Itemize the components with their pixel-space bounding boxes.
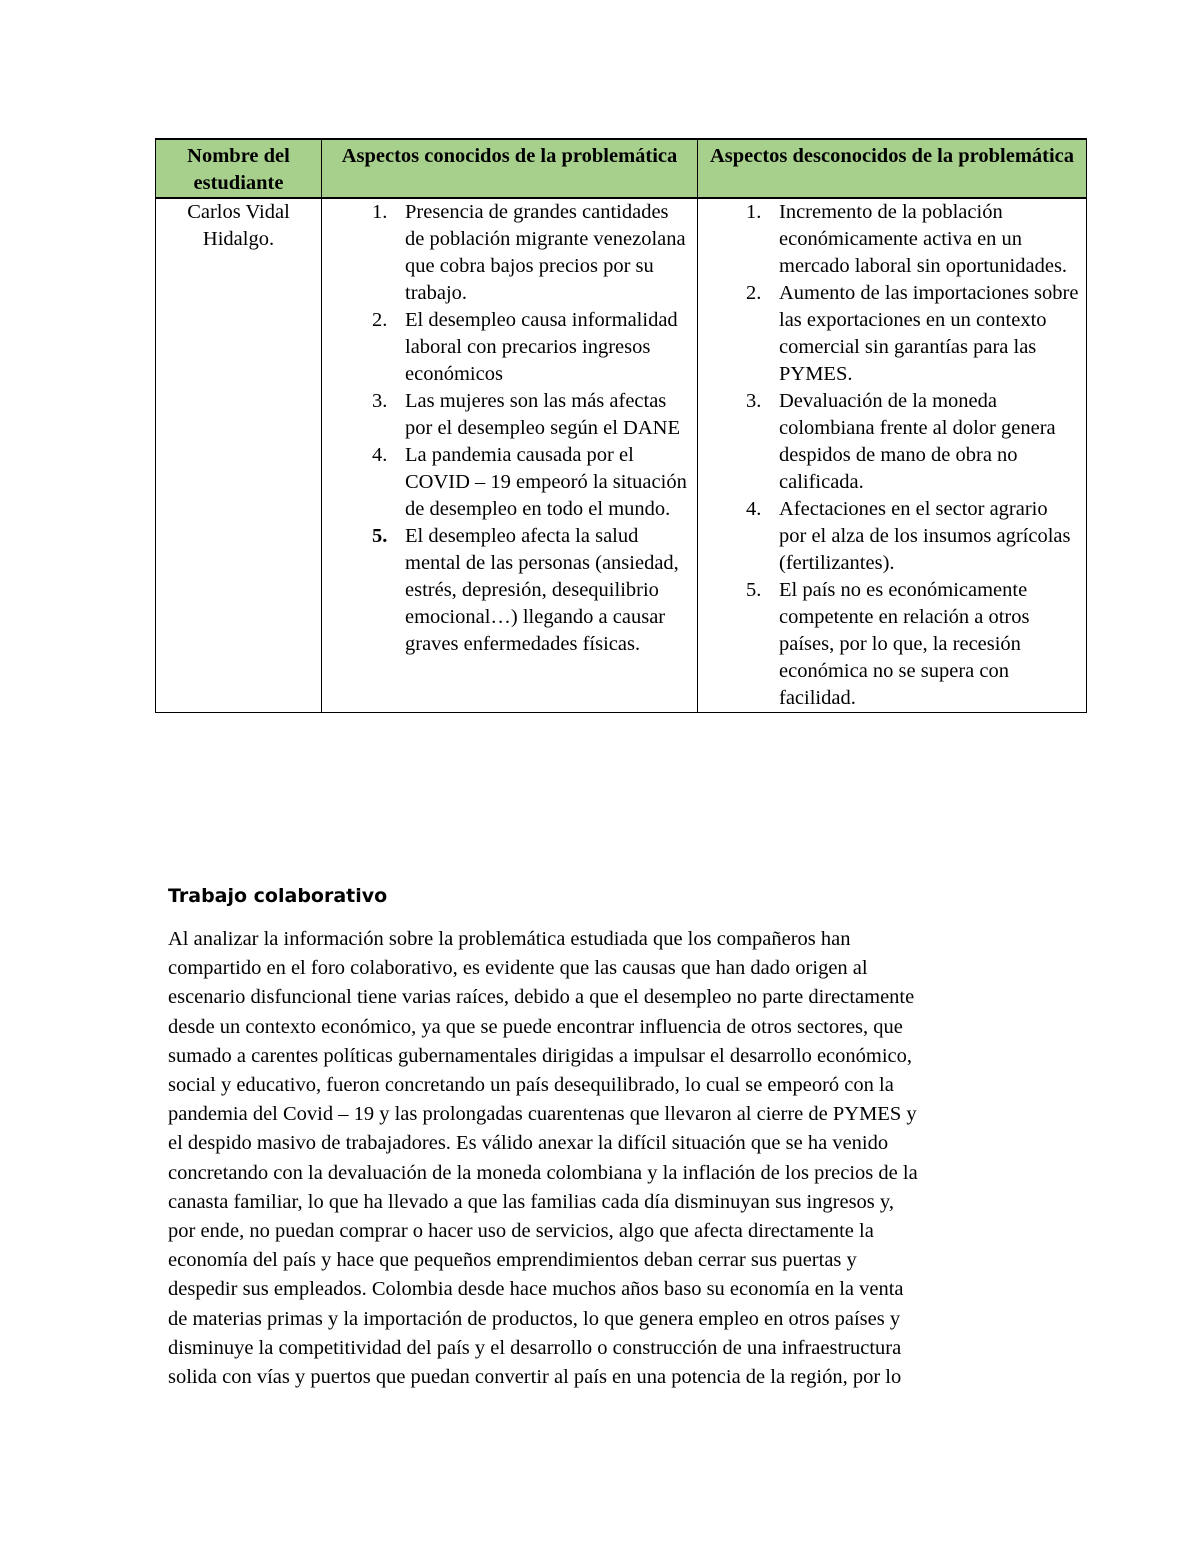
unknown-aspects-cell bbox=[698, 198, 1087, 713]
list-number: 4. bbox=[372, 444, 388, 466]
list-item bbox=[328, 523, 691, 658]
paragraph-line: por ende, no puedan comprar o hacer uso de servicios, algo que afecta directamente la bbox=[168, 1220, 874, 1243]
list-item bbox=[328, 199, 691, 307]
list-item bbox=[704, 199, 1080, 280]
list-item-text: El desempleo afecta la salud mental de las personas (ansiedad, estrés, depresión, desequilibrio emocional…) llegando a causar graves enfermedades físicas. bbox=[405, 525, 679, 655]
paragraph-line: social y educativo, fueron concretando un país desequilibrado, lo cual se empeoró con la bbox=[168, 1074, 894, 1097]
header-unknown-aspects: Aspectos desconocidos de la problemática bbox=[698, 139, 1087, 198]
section-paragraph bbox=[168, 925, 1048, 1392]
paragraph-line: escenario disfuncional tiene varias raíces, debido a que el desempleo no parte directamente bbox=[168, 986, 915, 1009]
known-aspects-cell bbox=[322, 198, 698, 713]
list-item bbox=[704, 496, 1080, 577]
list-item-text: Presencia de grandes cantidades de población migrante venezolana que cobra bajos precios por su trabajo. bbox=[405, 201, 686, 304]
paragraph-line: canasta familiar, lo que ha llevado a que las familias cada día disminuyan sus ingresos y, bbox=[168, 1190, 894, 1213]
header-student-name: Nombre del estudiante bbox=[156, 139, 322, 198]
list-number: 3. bbox=[746, 390, 762, 412]
paragraph-line: sumado a carentes políticas gubernamentales dirigidas a impulsar el desarrollo económico, bbox=[168, 1044, 913, 1067]
list-item bbox=[704, 577, 1080, 712]
list-item-text: Afectaciones en el sector agrario por el alza de los insumos agrícolas (fertilizantes). bbox=[779, 498, 1071, 574]
paragraph-line: compartido en el foro colaborativo, es evidente que las causas que han dado origen al bbox=[168, 957, 868, 980]
known-aspects-list bbox=[328, 199, 691, 658]
list-item-text: Incremento de la población económicamente activa en un mercado laboral sin oportunidades. bbox=[779, 201, 1068, 277]
list-number: 1. bbox=[746, 201, 762, 223]
list-item bbox=[328, 388, 691, 442]
list-item bbox=[328, 442, 691, 523]
paragraph-line: solida con vías y puertos que puedan convertir al país en una potencia de la región, por lo bbox=[168, 1366, 902, 1389]
list-number: 1. bbox=[372, 201, 388, 223]
section-heading: Trabajo colaborativo bbox=[168, 885, 388, 907]
list-number: 5. bbox=[372, 525, 388, 547]
list-item bbox=[704, 280, 1080, 388]
list-number: 2. bbox=[746, 282, 762, 304]
list-number: 3. bbox=[372, 390, 388, 412]
paragraph-line: de materias primas y la importación de productos, lo que genera empleo en otros países y bbox=[168, 1307, 901, 1330]
list-number: 2. bbox=[372, 309, 388, 331]
paragraph-line: Al analizar la información sobre la problemática estudiada que los compañeros han bbox=[168, 928, 851, 950]
paragraph-line: concretando con la devaluación de la moneda colombiana y la inflación de los precios de la bbox=[168, 1161, 918, 1184]
list-item-text: Aumento de las importaciones sobre las exportaciones en un contexto comercial sin garantías para las PYMES. bbox=[779, 282, 1079, 385]
list-item bbox=[704, 388, 1080, 496]
paragraph-line: el despido masivo de trabajadores. Es válido anexar la difícil situación que se ha venido bbox=[168, 1132, 889, 1155]
list-item-text: La pandemia causada por el COVID – 19 empeoró la situación de desempleo en todo el mundo. bbox=[405, 444, 687, 520]
header-known-aspects: Aspectos conocidos de la problemática bbox=[322, 139, 698, 198]
table-row bbox=[156, 198, 1087, 713]
unknown-aspects-list bbox=[704, 199, 1080, 712]
list-number: 4. bbox=[746, 498, 762, 520]
list-item-text: Devaluación de la moneda colombiana frente al dolor genera despidos de mano de obra no calificada. bbox=[779, 390, 1056, 493]
list-item bbox=[328, 307, 691, 388]
list-number: 5. bbox=[746, 579, 762, 601]
problem-table bbox=[155, 138, 1087, 713]
paragraph-line: pandemia del Covid – 19 y las prolongadas cuarentenas que llevaron al cierre de PYMES y bbox=[168, 1103, 917, 1126]
student-name-cell: Carlos Vidal Hidalgo. bbox=[156, 198, 322, 713]
paragraph-line: economía del país y hace que pequeños emprendimientos deban cerrar sus puertas y bbox=[168, 1249, 857, 1272]
list-item-text: Las mujeres son las más afectas por el desempleo según el DANE bbox=[405, 390, 680, 439]
list-item-text: El desempleo causa informalidad laboral con precarios ingresos económicos bbox=[405, 309, 678, 385]
list-item-text: El país no es económicamente competente en relación a otros países, por lo que, la recesión económica no se supera con facilidad. bbox=[779, 579, 1030, 709]
paragraph-line: despedir sus empleados. Colombia desde hace muchos años baso su economía en la venta bbox=[168, 1278, 904, 1301]
table-header-row bbox=[156, 139, 1087, 198]
paragraph-line: desde un contexto económico, ya que se puede encontrar influencia de otros sectores, que bbox=[168, 1015, 903, 1038]
paragraph-line: disminuye la competitividad del país y el desarrollo o construcción de una infraestructura bbox=[168, 1336, 902, 1359]
